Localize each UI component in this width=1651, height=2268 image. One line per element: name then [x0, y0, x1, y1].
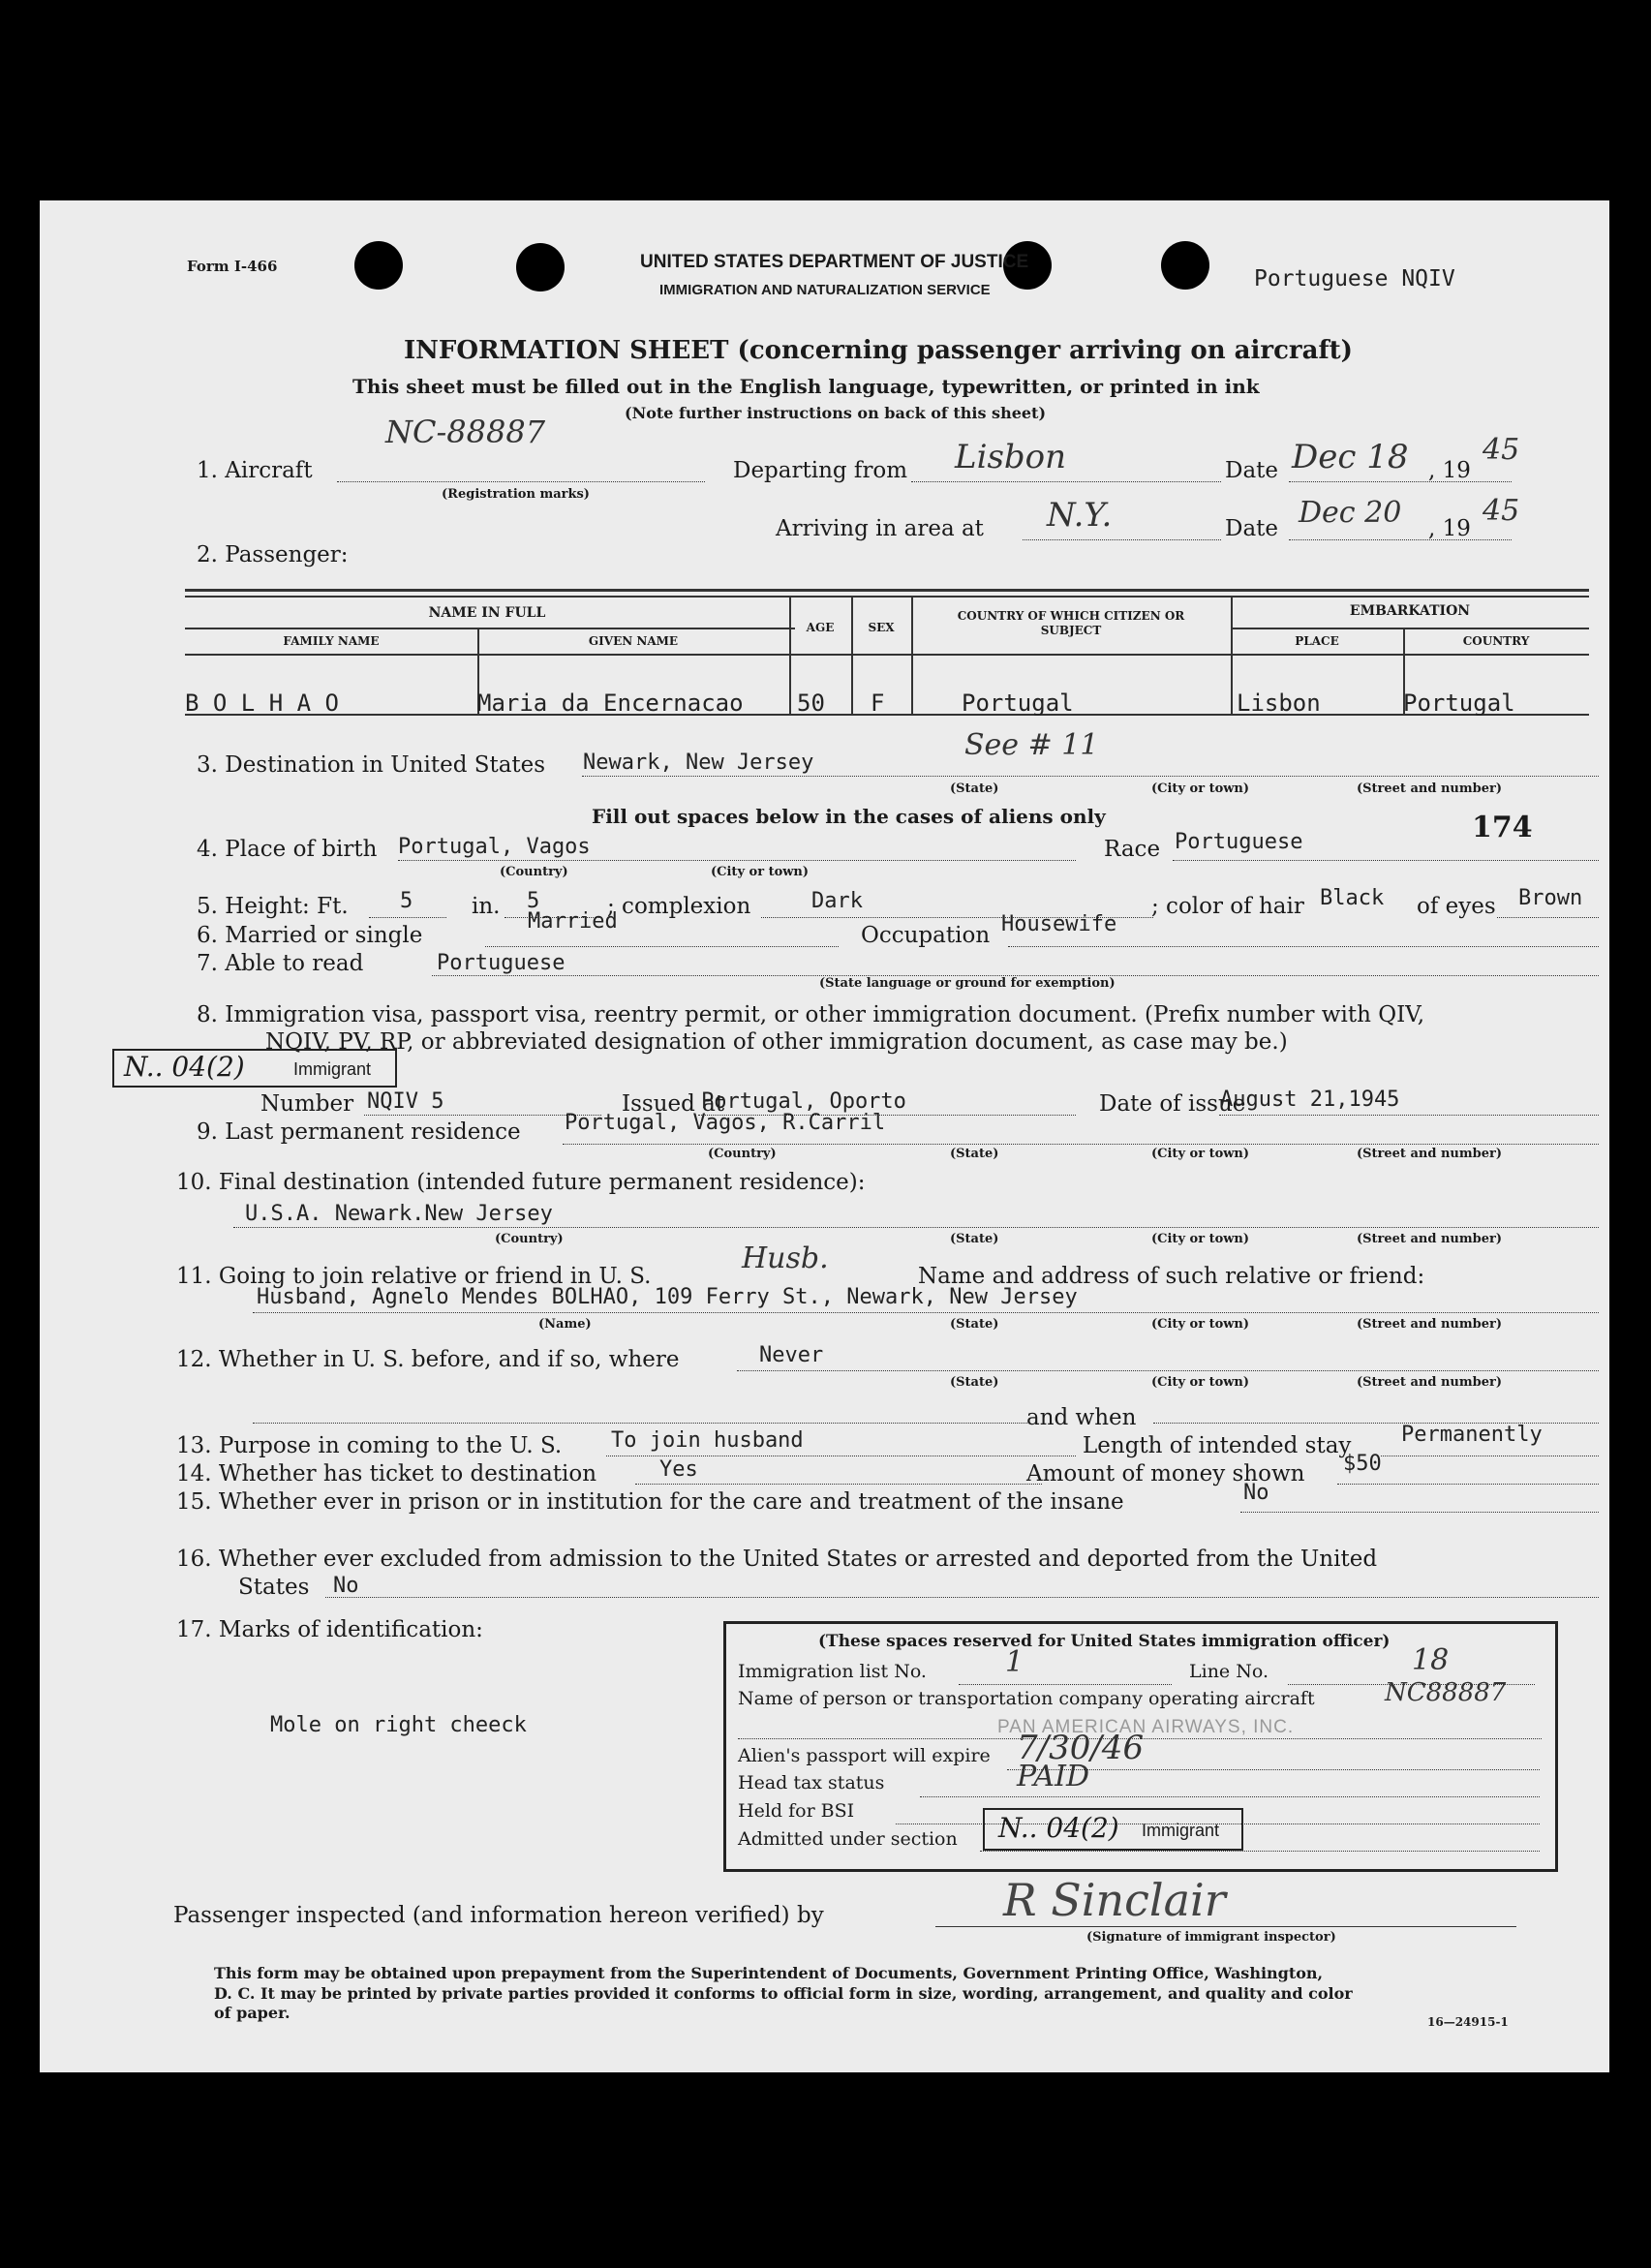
- final-destination-label: 10. Final destination (intended future permanent residence):: [176, 1170, 866, 1195]
- arrival-year[interactable]: 45: [1483, 494, 1520, 528]
- immigrant-stamp: [112, 1049, 397, 1088]
- visa-number[interactable]: NQIV 5: [367, 1089, 444, 1114]
- inches-label: in.: [472, 894, 501, 919]
- state-caption: (State): [950, 782, 999, 796]
- hair-value[interactable]: Black: [1320, 886, 1385, 910]
- excluded-question: 16. Whether ever excluded from admission to the United States or arrested and deported from the United: [176, 1547, 1378, 1572]
- carrier-stamp: PAN AMERICAN AIRWAYS, INC.: [997, 1717, 1295, 1737]
- state-caption: (State): [950, 1317, 999, 1332]
- form-number: Form I-466: [187, 258, 278, 275]
- departure-date[interactable]: Dec 18: [1292, 438, 1409, 476]
- document-question: 8. Immigration visa, passport visa, reentry permit, or other immigration document. (Prefix number with QIV,: [197, 1002, 1425, 1027]
- given-name-value[interactable]: Maria da Encernacao: [477, 690, 744, 717]
- passport-expire-label: Alien's passport will expire: [738, 1745, 991, 1766]
- carrier-aircraft[interactable]: NC88887: [1385, 1678, 1507, 1707]
- stamp-code: N.. 04(2): [124, 1051, 245, 1083]
- visa-type-note: Portuguese NQIV: [1254, 266, 1455, 291]
- city-caption: (City or town): [1151, 1147, 1250, 1161]
- arrival-year-prefix: , 19: [1428, 516, 1471, 541]
- prison-label: 15. Whether ever in prison or in institution for the care and treatment of the insane: [176, 1489, 1124, 1515]
- col-place: PLACE: [1295, 634, 1339, 648]
- marks-value[interactable]: Mole on right cheeck: [270, 1713, 527, 1737]
- footer-line-1: This form may be obtained upon prepayment from the Superintendent of Documents, Government Printing Office, Washington,: [214, 1964, 1324, 1982]
- form-subtitle: This sheet must be filled out in the English language, typewritten, or printed in ink: [352, 375, 1260, 398]
- prison-value[interactable]: No: [1243, 1481, 1269, 1505]
- height-feet[interactable]: 5: [400, 889, 413, 913]
- department-title: UNITED STATES DEPARTMENT OF JUSTICE: [640, 252, 1029, 272]
- state-caption: (State): [950, 1232, 999, 1246]
- passenger-label: 2. Passenger:: [197, 542, 349, 567]
- issued-at-value[interactable]: Portugal, Oporto: [701, 1089, 906, 1114]
- street-caption: (Street and number): [1357, 1375, 1502, 1390]
- city-caption: (City or town): [1151, 1232, 1250, 1246]
- ticket-label: 14. Whether has ticket to destination: [176, 1461, 597, 1486]
- stamp-word: Immigrant: [293, 1059, 372, 1079]
- list-no-value[interactable]: 1: [1005, 1645, 1024, 1679]
- stay-value[interactable]: Permanently: [1401, 1423, 1543, 1447]
- inspected-label: Passenger inspected (and information hereon verified) by: [173, 1903, 824, 1928]
- stamped-number: 174: [1472, 811, 1533, 844]
- bsi-label: Held for BSI: [738, 1800, 855, 1822]
- col-embarkation: EMBARKATION: [1349, 603, 1471, 619]
- arrival-date-label: Date: [1225, 516, 1279, 541]
- previous-us-value[interactable]: Never: [759, 1343, 824, 1367]
- complexion-value[interactable]: Dark: [811, 889, 863, 913]
- inspector-signature: R Sinclair: [1003, 1874, 1226, 1926]
- departure-year[interactable]: 45: [1483, 433, 1520, 467]
- name-caption: (Name): [538, 1317, 592, 1332]
- marital-value[interactable]: Married: [528, 909, 618, 934]
- purpose-label: 13. Purpose in coming to the U. S.: [176, 1433, 563, 1458]
- city-caption: (City or town): [1151, 782, 1250, 796]
- marks-label: 17. Marks of identification:: [176, 1617, 483, 1642]
- punch-hole: [354, 241, 403, 290]
- occupation-label: Occupation: [861, 923, 991, 948]
- service-title: IMMIGRATION AND NATURALIZATION SERVICE: [659, 282, 991, 298]
- aliens-heading: Fill out spaces below in the cases of aliens only: [592, 805, 1106, 828]
- street-caption: (Street and number): [1357, 1232, 1502, 1246]
- state-caption: (State): [950, 1375, 999, 1390]
- destination-value[interactable]: Newark, New Jersey: [583, 751, 814, 775]
- ticket-value[interactable]: Yes: [659, 1457, 698, 1482]
- relative-address-label: Name and address of such relative or friend:: [918, 1264, 1425, 1289]
- head-tax-value[interactable]: PAID: [1017, 1760, 1089, 1793]
- occupation-value[interactable]: Housewife: [1001, 912, 1117, 936]
- document-question-cont: NQIV, PV, RP, or abbreviated designation of other immigration document, as case may be.): [265, 1029, 1288, 1055]
- col-country: COUNTRY: [1462, 634, 1530, 648]
- complexion-label: ; complexion: [607, 894, 751, 919]
- purpose-value[interactable]: To join husband: [611, 1428, 804, 1453]
- eyes-label: of eyes: [1417, 894, 1496, 919]
- col-family-name: FAMILY NAME: [283, 634, 380, 648]
- previous-us-label: 12. Whether in U. S. before, and if so, where: [176, 1347, 680, 1372]
- height-inches[interactable]: 5: [527, 889, 540, 913]
- aircraft-label: 1. Aircraft: [197, 458, 313, 483]
- city-caption: (City or town): [1151, 1375, 1250, 1390]
- hair-label: ; color of hair: [1151, 894, 1304, 919]
- city-caption: (City or town): [711, 865, 810, 879]
- section-label: Admitted under section: [738, 1828, 958, 1850]
- read-label: 7. Able to read: [197, 951, 364, 976]
- carrier-label: Name of person or transportation company operating aircraft: [738, 1688, 1315, 1709]
- departure-year-prefix: , 19: [1428, 458, 1471, 483]
- country-caption: (Country): [495, 1232, 564, 1246]
- eyes-value[interactable]: Brown: [1518, 886, 1583, 910]
- issued-at-label: Issued at: [622, 1091, 725, 1117]
- arriving-city[interactable]: N.Y.: [1047, 496, 1113, 535]
- arriving-label: Arriving in area at: [776, 516, 984, 541]
- money-label: Amount of money shown: [1026, 1461, 1305, 1486]
- form-note: (Note further instructions on back of this sheet): [625, 404, 1047, 422]
- departing-label: Departing from: [733, 458, 908, 483]
- date-of-issue[interactable]: August 21,1945: [1220, 1088, 1400, 1112]
- officer-box: [723, 1621, 1558, 1872]
- street-caption: (Street and number): [1357, 782, 1502, 796]
- line-no-label: Line No.: [1189, 1661, 1269, 1682]
- form-title: INFORMATION SHEET (concerning passenger arriving on aircraft): [404, 336, 1353, 365]
- admitted-stamp: [983, 1808, 1243, 1851]
- col-sex: SEX: [868, 621, 895, 634]
- final-destination-value[interactable]: U.S.A. Newark.New Jersey: [245, 1202, 553, 1226]
- street-caption: (Street and number): [1357, 1147, 1502, 1161]
- destination-label: 3. Destination in United States: [197, 752, 546, 778]
- departure-date-label: Date: [1225, 458, 1279, 483]
- family-name-value[interactable]: B O L H A O: [185, 690, 339, 717]
- read-caption: (State language or ground for exemption): [819, 976, 1116, 991]
- stamp-code: N.. 04(2): [998, 1812, 1119, 1844]
- col-age: AGE: [806, 621, 835, 634]
- col-given-name: GIVEN NAME: [588, 634, 679, 648]
- col-citizenship: COUNTRY OF WHICH CITIZEN OR SUBJECT: [957, 609, 1185, 637]
- list-no-label: Immigration list No.: [738, 1661, 927, 1682]
- embarkation-place-value[interactable]: Lisbon: [1237, 690, 1321, 717]
- head-tax-label: Head tax status: [738, 1772, 885, 1793]
- sex-value[interactable]: F: [871, 690, 885, 717]
- footer-line-2: D. C. It may be printed by private parties provided it conforms to official form in size, wording, arrangement, and quality and color: [214, 1984, 1353, 2003]
- country-caption: (Country): [708, 1147, 777, 1161]
- form-sheet: [40, 200, 1609, 2072]
- aircraft-registration[interactable]: NC-88887: [385, 414, 546, 450]
- col-name-in-full: NAME IN FULL: [428, 605, 546, 621]
- and-when-label: and when: [1026, 1405, 1137, 1430]
- city-caption: (City or town): [1151, 1317, 1250, 1332]
- state-caption: (State): [950, 1147, 999, 1161]
- birthplace-value[interactable]: Portugal, Vagos: [398, 835, 591, 859]
- join-relative-note: Husb.: [742, 1241, 829, 1275]
- race-value[interactable]: Portuguese: [1175, 830, 1303, 854]
- punch-hole: [516, 243, 565, 291]
- residence-label: 9. Last permanent residence: [197, 1119, 521, 1145]
- race-label: Race: [1104, 837, 1161, 862]
- registration-caption: (Registration marks): [442, 487, 590, 502]
- arrival-date[interactable]: Dec 20: [1299, 496, 1402, 530]
- form-print-code: 16—24915-1: [1427, 2015, 1509, 2029]
- signature-caption: (Signature of immigrant inspector): [1086, 1930, 1336, 1945]
- date-of-issue-label: Date of issue: [1099, 1091, 1246, 1117]
- embarkation-country-value[interactable]: Portugal: [1403, 690, 1515, 717]
- read-value[interactable]: Portuguese: [437, 951, 566, 975]
- officer-heading: (These spaces reserved for United States immigration officer): [818, 1632, 1391, 1651]
- departing-city[interactable]: Lisbon: [955, 438, 1067, 476]
- marital-label: 6. Married or single: [197, 923, 423, 948]
- money-value[interactable]: $50: [1343, 1452, 1382, 1476]
- visa-number-label: Number: [260, 1091, 354, 1117]
- height-label: 5. Height: Ft.: [197, 894, 349, 919]
- punch-hole: [1161, 241, 1209, 290]
- destination-note: See # 11: [964, 728, 1099, 762]
- excluded-value[interactable]: No: [333, 1574, 359, 1598]
- passport-expire-value[interactable]: 7/30/46: [1017, 1729, 1145, 1767]
- stay-label: Length of intended stay: [1083, 1433, 1352, 1458]
- country-caption: (Country): [500, 865, 568, 879]
- birthplace-label: 4. Place of birth: [197, 837, 378, 862]
- relative-address-value[interactable]: Husband, Agnelo Mendes BOLHAO, 109 Ferry St., Newark, New Jersey: [257, 1285, 1078, 1309]
- age-value[interactable]: 50: [797, 690, 825, 717]
- line-no-value[interactable]: 18: [1412, 1643, 1450, 1677]
- citizenship-value[interactable]: Portugal: [962, 690, 1074, 717]
- footer-line-3: of paper.: [214, 2004, 290, 2022]
- residence-value[interactable]: Portugal, Vagos, R.Carril: [565, 1111, 886, 1135]
- excluded-question-cont: States: [238, 1575, 310, 1600]
- street-caption: (Street and number): [1357, 1317, 1502, 1332]
- join-relative-label: 11. Going to join relative or friend in U. S.: [176, 1264, 652, 1289]
- stamp-word: Immigrant: [1142, 1821, 1220, 1840]
